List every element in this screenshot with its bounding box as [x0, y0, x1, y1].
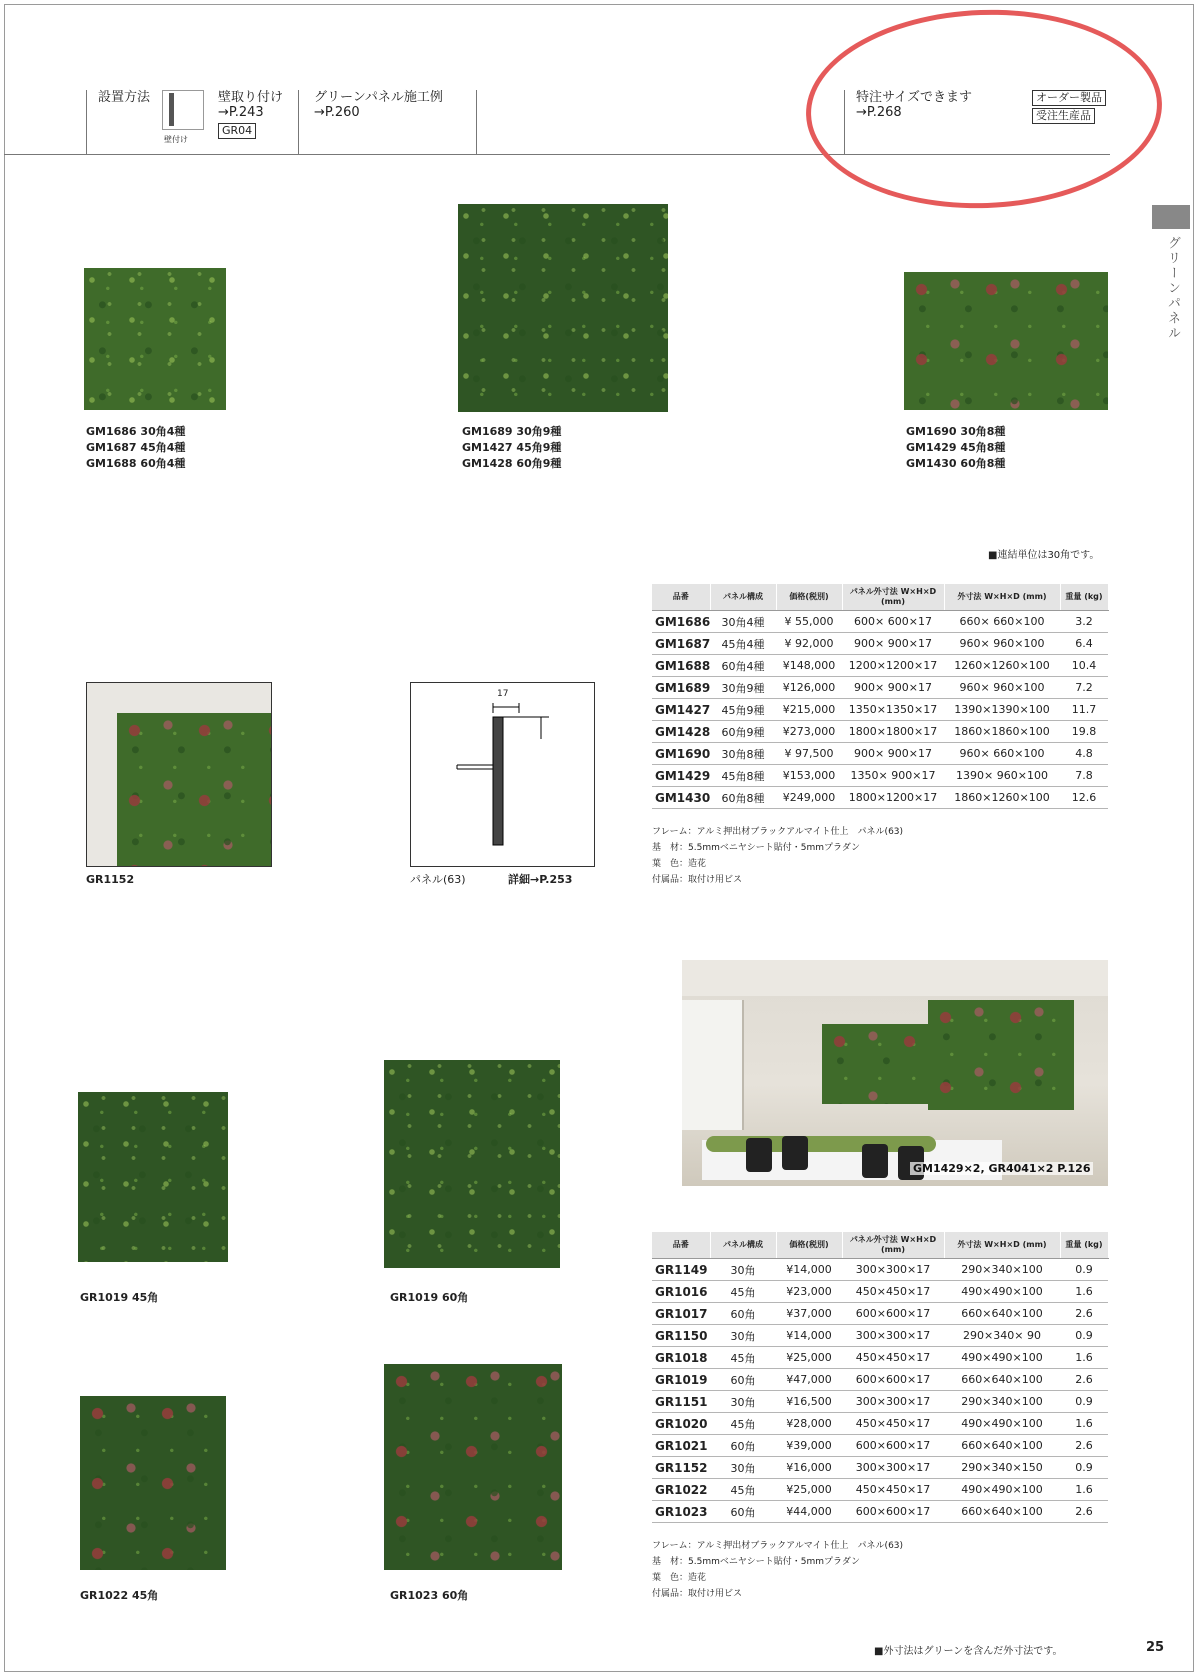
table-cell: 660×640×100	[944, 1369, 1060, 1391]
table-row	[652, 1457, 1108, 1479]
install-diagram-caption: 壁付け	[164, 135, 188, 144]
table-cell: ¥16,000	[776, 1457, 842, 1479]
spec-note: 付属品：取付け用ビス	[652, 1589, 743, 1599]
product-code-cell: GR1150	[652, 1325, 710, 1347]
table-cell: 0.9	[1060, 1325, 1108, 1347]
table-cell: 1860×1260×100	[944, 787, 1060, 809]
table-cell: 1390×1390×100	[944, 699, 1060, 721]
table-cell: 490×490×100	[944, 1347, 1060, 1369]
table-cell: 60角	[710, 1435, 776, 1457]
caption-line: GM1690 30角8種	[906, 425, 1006, 438]
table-cell: 2.6	[1060, 1501, 1108, 1523]
product-image-gm1690	[904, 272, 1108, 410]
wall-mount-label: 壁取り付け	[218, 90, 284, 105]
product-image-gr1019-60	[384, 1060, 560, 1268]
order-tag-custom: オーダー製品	[1032, 90, 1106, 106]
spec-note: 葉 色：造花	[652, 859, 707, 869]
table-cell: 300×300×17	[842, 1259, 944, 1281]
table-cell: 60角9種	[710, 721, 776, 743]
product-code-cell: GM1686	[652, 611, 710, 633]
table-header-row	[652, 1232, 1108, 1259]
product-caption: GR1019 45角	[80, 1291, 159, 1304]
table-row	[652, 721, 1108, 743]
spec-notes-2	[652, 1538, 903, 1602]
table-cell: ¥ 92,000	[776, 633, 842, 655]
table-cell: 600× 600×17	[842, 611, 944, 633]
table-cell: ¥25,000	[776, 1347, 842, 1369]
table-row	[652, 1501, 1108, 1523]
product-code-cell: GR1020	[652, 1413, 710, 1435]
table-cell: 1.6	[1060, 1479, 1108, 1501]
table-row	[652, 1435, 1108, 1457]
product-caption-group-2	[462, 424, 561, 472]
table-cell: 290×340× 90	[944, 1325, 1060, 1347]
table-cell: 30角	[710, 1391, 776, 1413]
table-cell: 10.4	[1060, 655, 1108, 677]
table-cell: ¥47,000	[776, 1369, 842, 1391]
table-cell: 1390× 960×100	[944, 765, 1060, 787]
table-cell: ¥215,000	[776, 699, 842, 721]
table-cell: 3.2	[1060, 611, 1108, 633]
table-cell: ¥148,000	[776, 655, 842, 677]
col-header: パネル外寸法 W×H×D (mm)	[842, 1232, 944, 1259]
table-cell: ¥ 97,500	[776, 743, 842, 765]
table-cell: 45角4種	[710, 633, 776, 655]
photo-caption: GM1429×2, GR4041×2 P.126	[910, 1162, 1093, 1175]
product-caption-group-3	[906, 424, 1005, 472]
table-cell: ¥39,000	[776, 1435, 842, 1457]
caption-line: GM1688 60角4種	[86, 457, 186, 470]
product-caption: GR1023 60角	[390, 1589, 469, 1602]
table-cell: 2.6	[1060, 1303, 1108, 1325]
product-code-cell: GR1016	[652, 1281, 710, 1303]
table-cell: 660×640×100	[944, 1303, 1060, 1325]
table-cell: ¥25,000	[776, 1479, 842, 1501]
table-cell: 600×600×17	[842, 1369, 944, 1391]
table-cell: 300×300×17	[842, 1457, 944, 1479]
table-row	[652, 655, 1108, 677]
wall-mount-diagram	[162, 90, 204, 130]
product-caption: GR1022 45角	[80, 1589, 159, 1602]
diagram-ref[interactable]: 詳細→P.253	[508, 873, 573, 886]
diagram-dimension: 17	[497, 689, 509, 699]
table-cell: ¥28,000	[776, 1413, 842, 1435]
table-row	[652, 611, 1108, 633]
product-code-cell: GM1689	[652, 677, 710, 699]
table-cell: 490×490×100	[944, 1413, 1060, 1435]
table-cell: 290×340×100	[944, 1259, 1060, 1281]
product-image-gr1022-45	[80, 1396, 226, 1570]
table-row	[652, 1369, 1108, 1391]
table-cell: ¥153,000	[776, 765, 842, 787]
table-row	[652, 1303, 1108, 1325]
table-cell: 11.7	[1060, 699, 1108, 721]
table-cell: 290×340×150	[944, 1457, 1060, 1479]
table-cell: 2.6	[1060, 1435, 1108, 1457]
table-cell: 19.8	[1060, 721, 1108, 743]
footer-note: ■外寸法はグリーンを含んだ外寸法です。	[874, 1646, 1063, 1657]
table-row	[652, 1259, 1108, 1281]
table-cell: ¥14,000	[776, 1325, 842, 1347]
caption-line: GM1428 60角9種	[462, 457, 562, 470]
spec-note: 基 材：5.5mmベニヤシート貼付・5mmプラダン	[652, 843, 861, 853]
caption-line: GM1689 30角9種	[462, 425, 562, 438]
table-cell: 1350×1350×17	[842, 699, 944, 721]
table-cell: 1350× 900×17	[842, 765, 944, 787]
panel-cross-section-diagram	[410, 682, 595, 867]
table-cell: 7.8	[1060, 765, 1108, 787]
order-tag-made-to-order: 受注生産品	[1032, 108, 1095, 124]
table-cell: 960× 660×100	[944, 743, 1060, 765]
product-image-gm1686	[84, 268, 226, 410]
table-cell: 45角	[710, 1479, 776, 1501]
table-cell: 30角	[710, 1259, 776, 1281]
table-cell: 660×640×100	[944, 1501, 1060, 1523]
table-cell: 2.6	[1060, 1369, 1108, 1391]
product-code-cell: GR1021	[652, 1435, 710, 1457]
table-cell: 1.6	[1060, 1347, 1108, 1369]
table-cell: 0.9	[1060, 1259, 1108, 1281]
col-header: パネル外寸法 W×H×D (mm)	[842, 584, 944, 611]
table-cell: ¥16,500	[776, 1391, 842, 1413]
table-cell: 30角4種	[710, 611, 776, 633]
product-code-cell: GR1149	[652, 1259, 710, 1281]
table-cell: 660×640×100	[944, 1435, 1060, 1457]
table-cell: 1260×1260×100	[944, 655, 1060, 677]
spec-table-gm	[652, 584, 1109, 809]
wall-mount-code: GR04	[218, 123, 256, 139]
table-cell: 490×490×100	[944, 1479, 1060, 1501]
caption-line: GM1429 45角8種	[906, 441, 1006, 454]
table-cell: ¥273,000	[776, 721, 842, 743]
col-header: 重量 (kg)	[1060, 1232, 1108, 1259]
col-header: 価格(税別)	[776, 584, 842, 611]
green-panel-info	[314, 90, 443, 120]
col-header: パネル構成	[710, 1232, 776, 1259]
table-cell: 30角8種	[710, 743, 776, 765]
table-cell: 60角8種	[710, 787, 776, 809]
header-divider	[298, 90, 299, 154]
product-code-cell: GM1688	[652, 655, 710, 677]
table1-note: ■連結単位は30角です。	[988, 550, 1100, 561]
order-label: 特注サイズできます	[856, 90, 972, 105]
col-header: 外寸法 W×H×D (mm)	[944, 584, 1060, 611]
table-cell: 12.6	[1060, 787, 1108, 809]
table-cell: 60角	[710, 1369, 776, 1391]
product-image-gr1019-45	[78, 1092, 228, 1262]
table-cell: 45角8種	[710, 765, 776, 787]
table-cell: 30角	[710, 1325, 776, 1347]
table-cell: 900× 900×17	[842, 633, 944, 655]
table-cell: ¥44,000	[776, 1501, 842, 1523]
table-cell: 600×600×17	[842, 1303, 944, 1325]
table-cell: 0.9	[1060, 1391, 1108, 1413]
table-row	[652, 743, 1108, 765]
table-cell: 900× 900×17	[842, 743, 944, 765]
col-header: 重量 (kg)	[1060, 584, 1108, 611]
spec-note: 葉 色：造花	[652, 1573, 707, 1583]
product-caption-group-1	[86, 424, 185, 472]
closeup-caption: GR1152	[86, 873, 135, 886]
product-code-cell: GM1428	[652, 721, 710, 743]
table-row	[652, 765, 1108, 787]
table-row	[652, 699, 1108, 721]
table-cell: 960× 960×100	[944, 633, 1060, 655]
spec-table-gr	[652, 1232, 1109, 1523]
table-cell: 60角4種	[710, 655, 776, 677]
caption-line: GM1687 45角4種	[86, 441, 186, 454]
table-cell: 600×600×17	[842, 1501, 944, 1523]
spec-notes-1	[652, 824, 903, 888]
table-cell: 60角	[710, 1501, 776, 1523]
product-code-cell: GM1429	[652, 765, 710, 787]
table-cell: 1.6	[1060, 1281, 1108, 1303]
table-row	[652, 1325, 1108, 1347]
table-cell: 300×300×17	[842, 1391, 944, 1413]
table-row	[652, 1391, 1108, 1413]
table-cell: 30角	[710, 1457, 776, 1479]
product-caption: GR1019 60角	[390, 1291, 469, 1304]
table-cell: 45角	[710, 1281, 776, 1303]
table-cell: 0.9	[1060, 1457, 1108, 1479]
table-cell: ¥126,000	[776, 677, 842, 699]
table-cell: 1.6	[1060, 1413, 1108, 1435]
side-index-tab	[1152, 205, 1190, 229]
spec-note: フレーム：アルミ押出材ブラックアルマイト仕上 パネル(63)	[652, 1541, 904, 1551]
product-code-cell: GR1022	[652, 1479, 710, 1501]
table-cell: 450×450×17	[842, 1281, 944, 1303]
page-number: 25	[1146, 1640, 1165, 1655]
table-cell: ¥14,000	[776, 1259, 842, 1281]
product-code-cell: GR1152	[652, 1457, 710, 1479]
table-cell: 450×450×17	[842, 1347, 944, 1369]
table-cell: 600×600×17	[842, 1435, 944, 1457]
table-row	[652, 633, 1108, 655]
product-code-cell: GM1687	[652, 633, 710, 655]
table-cell: 4.8	[1060, 743, 1108, 765]
col-header: パネル構成	[710, 584, 776, 611]
room-photo	[682, 960, 1108, 1186]
product-code-cell: GR1019	[652, 1369, 710, 1391]
spec-note: 付属品：取付け用ビス	[652, 875, 743, 885]
caption-line: GM1686 30角4種	[86, 425, 186, 438]
table-row	[652, 1479, 1108, 1501]
table-cell: 45角	[710, 1347, 776, 1369]
table-cell: 30角9種	[710, 677, 776, 699]
table-cell: 290×340×100	[944, 1391, 1060, 1413]
table-cell: 1200×1200×17	[842, 655, 944, 677]
diagram-caption: パネル(63)	[410, 873, 466, 886]
product-image-gr1023-60	[384, 1364, 562, 1570]
table-cell: 45角	[710, 1413, 776, 1435]
table-cell: 1800×1800×17	[842, 721, 944, 743]
table-header-row	[652, 584, 1108, 611]
product-code-cell: GM1690	[652, 743, 710, 765]
install-method-label: 設置方法	[98, 90, 151, 105]
table-cell: 660× 660×100	[944, 611, 1060, 633]
wall-mount-info	[218, 90, 283, 139]
order-ref[interactable]: →P.268	[856, 105, 902, 120]
header-divider	[476, 90, 477, 154]
table-row	[652, 787, 1108, 809]
table-cell: 900× 900×17	[842, 677, 944, 699]
product-image-gm1689	[458, 204, 668, 412]
table-cell: ¥37,000	[776, 1303, 842, 1325]
col-header: 品番	[652, 1232, 710, 1259]
table-cell: ¥249,000	[776, 787, 842, 809]
spec-note: 基 材：5.5mmベニヤシート貼付・5mmプラダン	[652, 1557, 861, 1567]
green-panel-label: グリーンパネル施工例	[314, 90, 443, 105]
col-header: 価格(税別)	[776, 1232, 842, 1259]
table-cell: 1860×1860×100	[944, 721, 1060, 743]
table-cell: ¥23,000	[776, 1281, 842, 1303]
caption-line: GM1427 45角9種	[462, 441, 562, 454]
table-row	[652, 1413, 1108, 1435]
table-row	[652, 1281, 1108, 1303]
caption-line: GM1430 60角8種	[906, 457, 1006, 470]
table-cell: 450×450×17	[842, 1479, 944, 1501]
table-row	[652, 1347, 1108, 1369]
wall-mount-ref[interactable]: →P.243	[218, 105, 264, 120]
side-index-label: グリーンパネル	[1165, 236, 1180, 341]
table-cell: 300×300×17	[842, 1325, 944, 1347]
product-code-cell: GR1151	[652, 1391, 710, 1413]
table-row	[652, 677, 1108, 699]
table-cell: ¥ 55,000	[776, 611, 842, 633]
product-code-cell: GR1023	[652, 1501, 710, 1523]
table-cell: 450×450×17	[842, 1413, 944, 1435]
green-panel-ref[interactable]: →P.260	[314, 105, 360, 120]
table-cell: 1800×1200×17	[842, 787, 944, 809]
header-divider	[86, 90, 87, 154]
table-cell: 60角	[710, 1303, 776, 1325]
table-cell: 6.4	[1060, 633, 1108, 655]
table-cell: 45角9種	[710, 699, 776, 721]
table-cell: 490×490×100	[944, 1281, 1060, 1303]
spec-note: フレーム：アルミ押出材ブラックアルマイト仕上 パネル(63)	[652, 827, 904, 837]
product-code-cell: GM1430	[652, 787, 710, 809]
product-code-cell: GM1427	[652, 699, 710, 721]
product-code-cell: GR1017	[652, 1303, 710, 1325]
product-code-cell: GR1018	[652, 1347, 710, 1369]
table-cell: 7.2	[1060, 677, 1108, 699]
col-header: 外寸法 W×H×D (mm)	[944, 1232, 1060, 1259]
col-header: 品番	[652, 584, 710, 611]
table-cell: 960× 960×100	[944, 677, 1060, 699]
closeup-image-gr1152	[86, 682, 272, 867]
